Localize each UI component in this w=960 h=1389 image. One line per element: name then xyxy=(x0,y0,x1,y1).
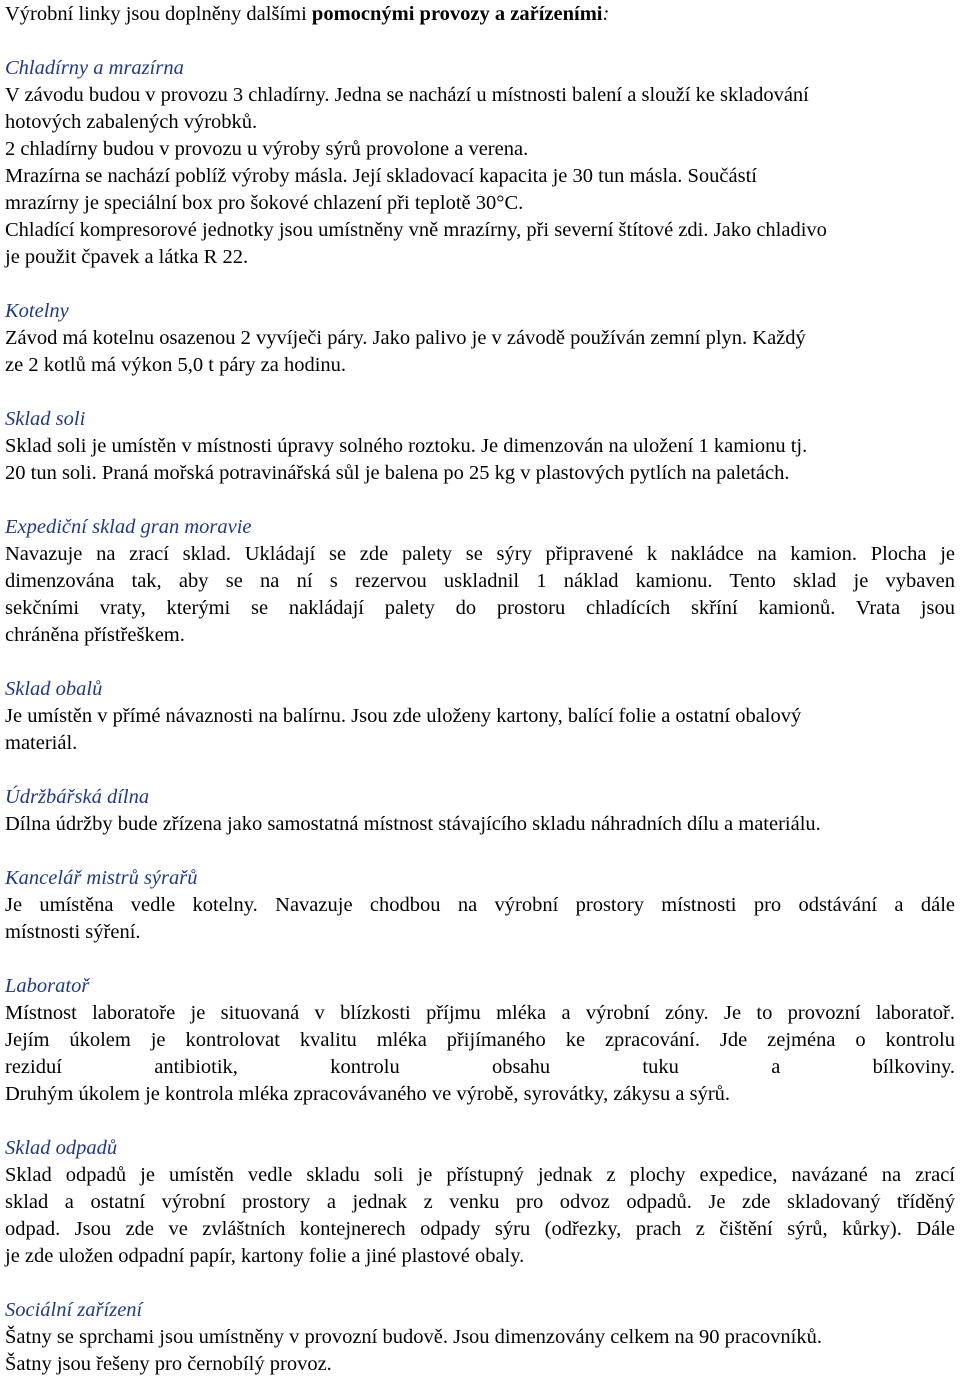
section-body xyxy=(5,82,955,271)
section-title: Chladírny a mrazírna xyxy=(5,57,184,79)
section-body xyxy=(5,1324,955,1378)
section xyxy=(5,1297,955,1378)
section xyxy=(5,865,955,946)
body-line: Mrazírna se nachází poblíž výroby másla. Její skladovací kapacita je 30 tun másla. Součástí xyxy=(5,165,757,187)
body-line: chráněna přístřeškem. xyxy=(5,624,185,646)
section-body xyxy=(5,1162,955,1270)
section-body xyxy=(5,811,955,838)
section xyxy=(5,514,955,649)
section xyxy=(5,1135,955,1270)
section xyxy=(5,973,955,1108)
section-title: Sklad soli xyxy=(5,408,86,430)
section-title: Sklad odpadů xyxy=(5,1137,118,1159)
body-line: Je umístěn v přímé návaznosti na balírnu. Jsou zde uloženy kartony, balící folie a ostatní obalový xyxy=(5,705,802,727)
section-title: Sociální zařízení xyxy=(5,1299,143,1321)
section-body xyxy=(5,1000,955,1108)
body-line: Sklad soli je umístěn v místnosti úpravy solného roztoku. Je dimenzován na uložení 1 kamionu tj. xyxy=(5,435,808,457)
body-line: Chladící kompresorové jednotky jsou umístněny vně mrazírny, při severní štítové zdi. Jako chladivo xyxy=(5,219,827,241)
body-line: Šatny se sprchami jsou umístněny v provozní budově. Jsou dimenzovány celkem na 90 pracovníků. xyxy=(5,1326,822,1348)
intro-paragraph xyxy=(5,0,955,28)
section xyxy=(5,676,955,757)
section xyxy=(5,784,955,838)
body-line: Šatny jsou řešeny pro černobílý provoz. xyxy=(5,1353,332,1375)
body-line: hotových zabalených výrobků. xyxy=(5,111,258,133)
intro-prefix: Výrobní linky jsou doplněny dalšími xyxy=(5,3,312,25)
intro-suffix: : xyxy=(602,3,610,25)
body-line: Jejím úkolem je kontrolovat kvalitu mléka přijímaného ke zpracování. Jde zejména o kontrolu xyxy=(5,1029,955,1051)
body-line: Navazuje na zrací sklad. Ukládají se zde palety se sýry připravené k nakládce na kamion. Plocha je xyxy=(5,543,955,565)
body-line: je použit čpavek a látka R 22. xyxy=(5,246,249,268)
section-title: Kancelář mistrů sýrařů xyxy=(5,867,198,889)
section-body xyxy=(5,433,955,487)
section xyxy=(5,406,955,487)
body-line: sekčními vraty, kterými se nakládají palety do prostoru chladících skříní kamionů. Vrata jsou xyxy=(5,597,955,619)
section-title: Údržbářská dílna xyxy=(5,786,150,808)
section-title: Kotelny xyxy=(5,300,69,322)
section-body xyxy=(5,541,955,649)
section-body xyxy=(5,892,955,946)
body-line: mrazírny je speciální box pro šokové chlazení při teplotě 30°C. xyxy=(5,192,524,214)
section-body xyxy=(5,703,955,757)
body-line: Závod má kotelnu osazenou 2 vyvíječi páry. Jako palivo je v závodě používán zemní plyn. Každý xyxy=(5,327,806,349)
section xyxy=(5,298,955,379)
body-line: je zde uložen odpadní papír, kartony folie a jiné plastové obaly. xyxy=(5,1245,525,1267)
body-line: dimenzována tak, aby se na ní s rezervou uskladnil 1 náklad kamionu. Tento sklad je vybaven xyxy=(5,570,955,592)
body-line: odpad. Jsou zde ve zvláštních kontejnerech odpady sýru (odřezky, prach z čištění sýrů, kůrky). Dále xyxy=(5,1218,955,1240)
body-line: Dílna údržby bude zřízena jako samostatná místnost stávajícího skladu náhradních dílu a materiálu. xyxy=(5,813,821,835)
body-line: V závodu budou v provozu 3 chladírny. Jedna se nachází u místnosti balení a slouží ke skladování xyxy=(5,84,809,106)
section xyxy=(5,55,955,271)
body-line: reziduí antibiotik, kontrolu obsahu tuku a bílkoviny. xyxy=(5,1056,955,1078)
body-line: Sklad odpadů je umístěn vedle skladu soli je přístupný jednak z plochy expedice, navázané na zrací xyxy=(5,1164,955,1186)
section-title: Sklad obalů xyxy=(5,678,103,700)
body-line: 2 chladírny budou v provozu u výroby sýrů provolone a verena. xyxy=(5,138,529,160)
section-title: Laboratoř xyxy=(5,975,90,997)
body-line: Je umístěna vedle kotelny. Navazuje chodbou na výrobní prostory místnosti pro odstávání a dále xyxy=(5,894,955,916)
section-body xyxy=(5,325,955,379)
intro-bold: pomocnými provozy a zařízeními xyxy=(311,3,603,25)
document-page xyxy=(5,0,955,1378)
body-line: místnosti sýření. xyxy=(5,921,141,943)
body-line: Druhým úkolem je kontrola mléka zpracovávaného ve výrobě, syrovátky, zákysu a sýrů. xyxy=(5,1083,731,1105)
sections-container xyxy=(5,55,955,1378)
body-line: sklad a ostatní výrobní prostory a jednak z venku pro odvoz odpadů. Je zde skladovaný tříděný xyxy=(5,1191,955,1213)
body-line: materiál. xyxy=(5,732,78,754)
body-line: ze 2 kotlů má výkon 5,0 t páry za hodinu. xyxy=(5,354,347,376)
body-line: 20 tun soli. Praná mořská potravinářská sůl je balena po 25 kg v plastových pytlích na paletách. xyxy=(5,462,790,484)
body-line: Místnost laboratoře je situovaná v blízkosti příjmu mléka a výrobní zóny. Je to provozní laboratoř. xyxy=(5,1002,955,1024)
section-title: Expediční sklad gran moravie xyxy=(5,516,252,538)
